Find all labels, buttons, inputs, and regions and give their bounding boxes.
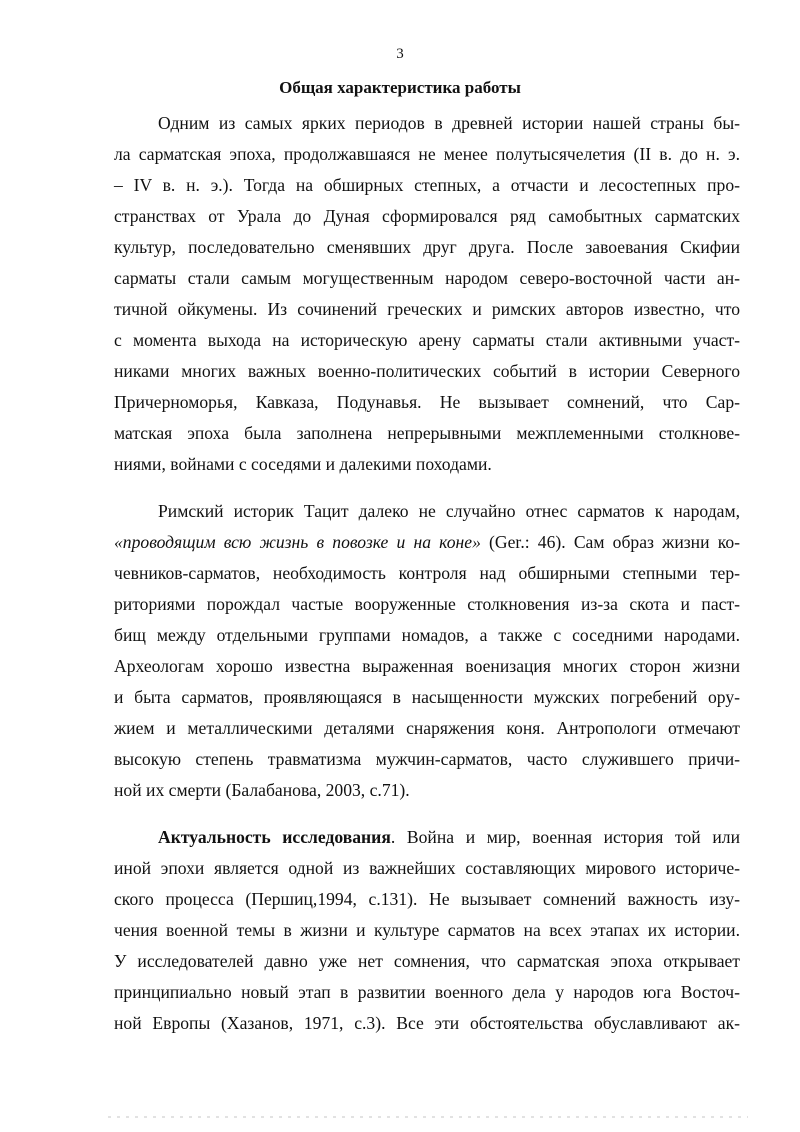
bold-lead: Актуальность исследования — [158, 827, 391, 847]
text-fragment: . Война и мир, военная история той или — [390, 827, 740, 847]
text-line: никами многих важных военно-политических событий в истории Северного — [114, 361, 740, 381]
text-line: ной Европы (Хазанов, 1971, с.3). Все эти обстоятельства обуславливают ак- — [114, 1013, 740, 1033]
text-line: иной эпохи является одной из важнейших составляющих мирового историче- — [114, 858, 740, 878]
text-line: Одним из самых ярких периодов в древней истории нашей страны бы- — [158, 113, 740, 133]
scan-noise-divider — [108, 1116, 748, 1118]
text-line: ла сарматская эпоха, продолжавшаяся не менее полутысячелетия (II в. до н. э. — [114, 144, 740, 164]
text-line: чения военной темы в жизни и культуре сарматов на всех этапах их истории. — [114, 920, 740, 940]
text-line: ниями, войнами с соседями и далекими походами. — [114, 454, 492, 474]
text-line: тичной ойкумены. Из сочинений греческих и римских авторов известно, что — [114, 299, 740, 319]
page-number: 3 — [396, 46, 404, 62]
text-line: культур, последовательно сменявших друг друга. После завоевания Скифии — [114, 237, 740, 257]
text-line: и быта сарматов, проявляющаяся в насыщенности мужских погребений ору- — [114, 687, 740, 707]
text-line: ского процесса (Першиц,1994, с.131). Не вызывает сомнений важность изу- — [114, 889, 740, 909]
text-line: Причерноморья, Кавказа, Подунавья. Не вызывает сомнений, что Сар- — [114, 392, 740, 412]
text-line: жием и металлическими деталями снаряжения коня. Антропологи отмечают — [114, 718, 740, 738]
text-line: риториями порождал частые вооруженные столкновения из-за скота и паст- — [114, 594, 740, 614]
text-line: матская эпоха была заполнена непрерывными межплеменными столкнове- — [114, 423, 740, 443]
text-line: Римский историк Тацит далеко не случайно отнес сарматов к народам, — [158, 501, 740, 521]
text-line: бищ между отдельными группами номадов, а также с соседними народами. — [114, 625, 740, 645]
text-line: принципиально новый этап в развитии военного дела у народов юга Восточ- — [114, 982, 740, 1002]
text-line — [114, 527, 740, 557]
quotation: «проводящим всю жизнь в повозке и на коне» — [114, 532, 481, 552]
text-line — [158, 822, 740, 852]
text-fragment: (Ger.: 46). Сам образ жизни ко- — [480, 532, 741, 552]
text-line: Археологам хорошо известна выраженная военизация многих сторон жизни — [114, 656, 740, 676]
text-line: – IV в. н. э.). Тогда на обширных степных, а отчасти и лесостепных про- — [114, 175, 740, 195]
text-line: с момента выхода на историческую арену сарматы стали активными участ- — [114, 330, 740, 350]
text-line: высокую степень травматизма мужчин-сарматов, часто служившего причи- — [114, 749, 740, 769]
text-line: странствах от Урала до Дуная сформировался ряд самобытных сарматских — [114, 206, 740, 226]
text-line: чевников-сарматов, необходимость контроля над обширными степными тер- — [114, 563, 740, 583]
text-line: ной их смерти (Балабанова, 2003, с.71). — [114, 780, 410, 800]
text-line: У исследователей давно уже нет сомнения, что сарматская эпоха открывает — [114, 951, 740, 971]
section-heading: Общая характеристика работы — [279, 78, 521, 97]
text-line: сарматы стали самым могущественным народом северо-восточной части ан- — [114, 268, 740, 288]
